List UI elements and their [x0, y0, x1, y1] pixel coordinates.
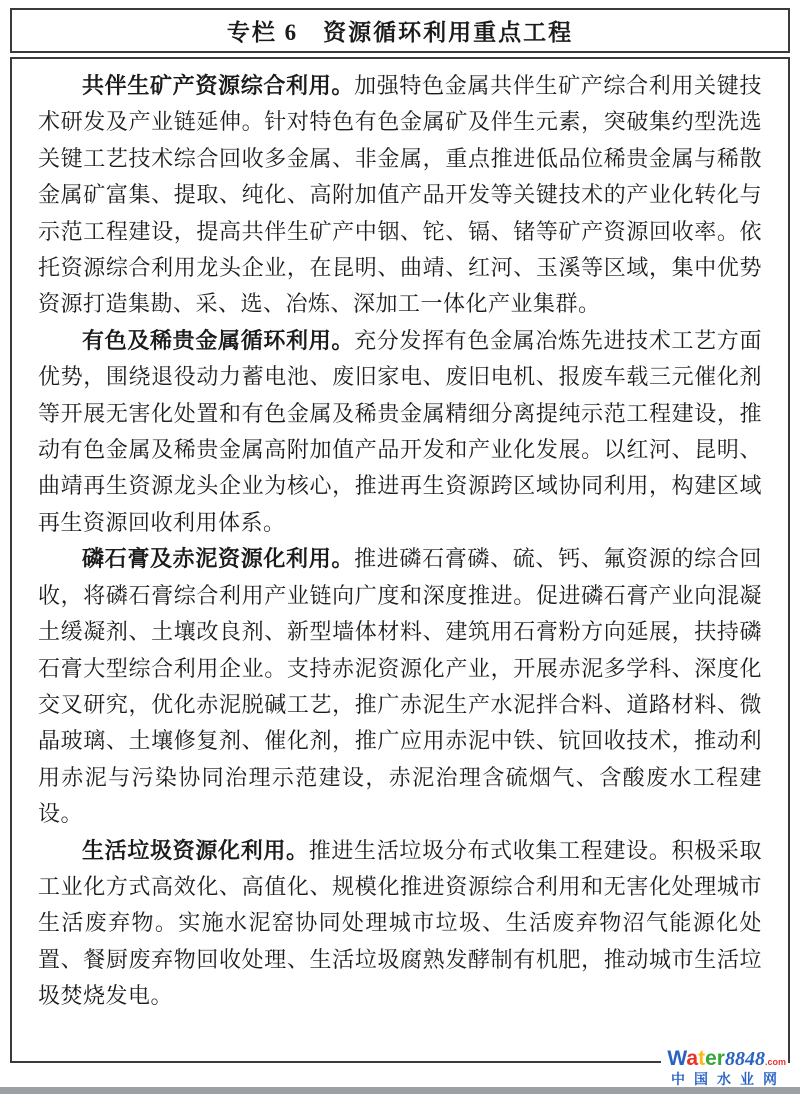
paragraph-text: 加强特色金属共伴生矿产综合利用关键技术研发及产业链延伸。针对特色有色金属矿及伴生元素，突破集约型洗选关键工艺技术综合回收多金属、非金属，重点推进低品位稀贵金属与稀散金属矿富集、提取、纯化、高附加值产品开发等关键技术的产业化转化与示范工程建设，提高共伴生矿产中铟、铊、镉、锗等矿产资源回收率。依托资源综合利用龙头企业，在昆明、曲靖、红河、玉溪等区域，集中优势资源打造集勘、采、选、冶炼、深加工一体化产业集群。 [38, 73, 762, 317]
watermark-line1 [667, 1048, 786, 1070]
paragraph-lead: 磷石膏及赤泥资源化利用。 [82, 546, 355, 572]
bottom-gray-strip [0, 1087, 800, 1094]
column-title-box [10, 8, 790, 53]
paragraph-phosphogypsum-red-mud [38, 541, 762, 832]
watermark-number: 8848 [724, 1048, 765, 1071]
watermark-logo [661, 1046, 788, 1087]
paragraph-text: 推进生活垃圾分布式收集工程建设。积极采取工业化方式高效化、高值化、规模化推进资源综合利用和无害化处理城市生活废弃物。实施水泥窑协同处理城市垃圾、生活废弃物沼气能源化处置、餐厨废弃物回收处理、生活垃圾腐熟发酵制有机肥，推动城市生活垃圾焚烧发电。 [38, 837, 762, 1009]
paragraph-text: 充分发挥有色金属冶炼先进技术工艺方面优势，围绕退役动力蓄电池、废旧家电、废旧电机、报废车载三元催化剂等开展无害化处置和有色金属及稀贵金属精细分离提纯示范工程建设，推动有色金属及稀贵金属高附加值产品开发和产业化发展。以红河、昆明、曲靖再生资源龙头企业为核心，推进再生资源跨区域协同利用，构建区域再生资源回收利用体系。 [38, 327, 762, 535]
paragraph-lead: 生活垃圾资源化利用。 [82, 837, 309, 863]
paragraph-lead: 共伴生矿产资源综合利用。 [82, 73, 355, 98]
paragraph-co-associated-minerals [38, 68, 762, 323]
column-title: 专栏 6 资源循环利用重点工程 [226, 20, 574, 45]
column-body-box [10, 57, 790, 1063]
paragraph-text: 推进磷石膏磷、硫、钙、氟资源的综合回收，将磷石膏综合利用产业链向广度和深度推进。促进磷石膏产业向混凝土缓凝剂、土壤改良剂、新型墙体材料、建筑用石膏粉方向延展，扶持磷石膏大型综合利用企业。支持赤泥资源化产业，开展赤泥多学科、深度化交叉研究，优化赤泥脱碱工艺，推广赤泥生产水泥拌合料、道路材料、微晶玻璃、土壤修复剂、催化剂，推广应用赤泥中铁、钪回收技术，推动利用赤泥与污染协同治理示范建设，赤泥治理含硫烟气、含酸废水工程建设。 [38, 546, 762, 827]
watermark-subtitle: 中国水业网 [671, 1071, 786, 1088]
paragraph-household-waste [38, 833, 762, 1015]
paragraph-lead: 有色及稀贵金属循环利用。 [82, 327, 355, 353]
watermark-water-text: Water [667, 1047, 725, 1071]
paragraph-nonferrous-rare-metals [38, 323, 762, 541]
watermark-domain: .com [764, 1057, 786, 1068]
